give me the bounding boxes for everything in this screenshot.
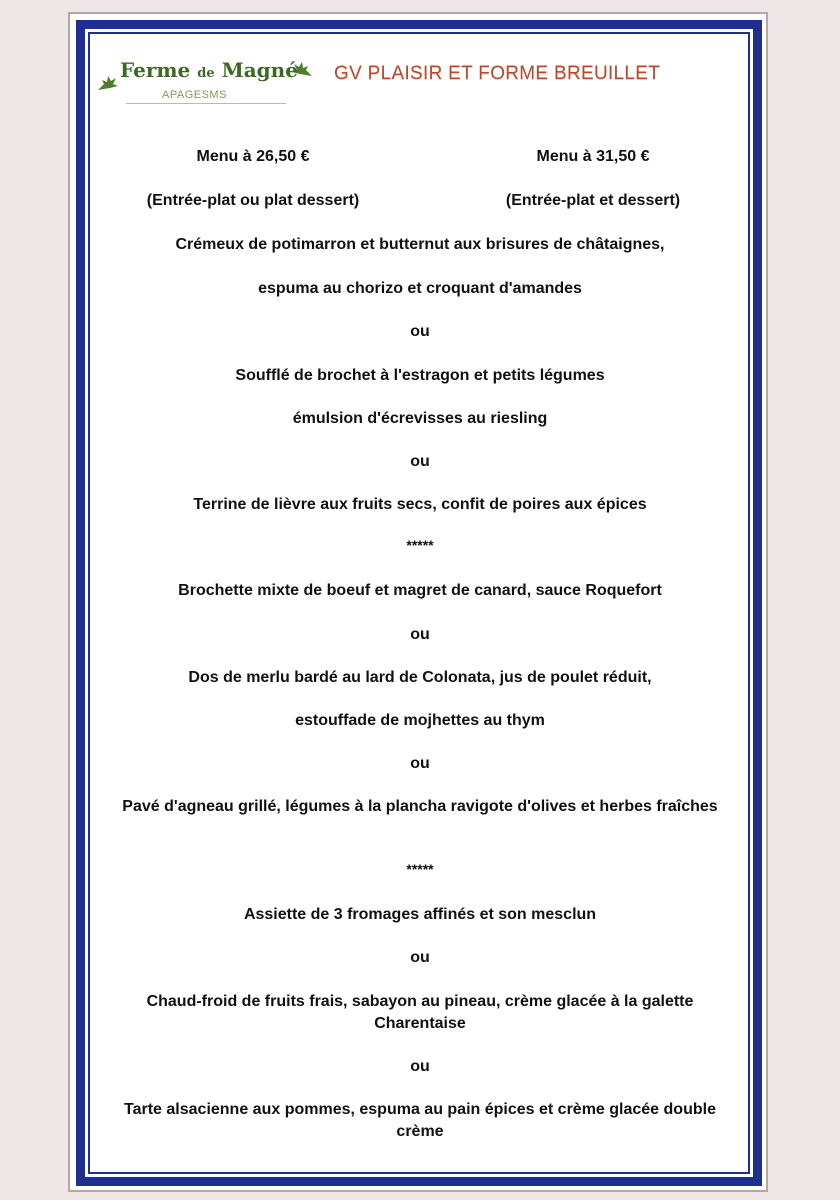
menu-separator-ou: ou (410, 453, 430, 470)
menu-separator-ou: ou (410, 755, 430, 772)
menu-1-composition: (Entrée-plat ou plat dessert) (146, 192, 360, 209)
menu-line: estouffade de mojhettes au thym (295, 712, 545, 729)
menu-separator-ou: ou (410, 323, 430, 340)
menu-separator-ou: ou (410, 626, 430, 643)
ferme-de-magne-logo (96, 52, 316, 112)
menu-line: Soufflé de brochet à l'estragon et petits légumes (235, 367, 605, 384)
course-separator: ***** (406, 861, 434, 877)
menu-line: Chaud-froid de fruits frais, sabayon au pineau, crème glacée à la galette Charentaise (146, 993, 694, 1032)
menu-line: Dos de merlu bardé au lard de Colonata, jus de poulet réduit, (188, 669, 652, 686)
menu-separator-ou: ou (410, 949, 430, 966)
menu-line: Terrine de lièvre aux fruits secs, confit de poires aux épices (193, 496, 647, 513)
leaf-left-icon (96, 70, 120, 94)
menu-line: Assiette de 3 fromages affinés et son mesclun (243, 906, 597, 923)
menu-line: Tarte alsacienne aux pommes, espuma au pain épices et crème glacée double crème (124, 1101, 716, 1140)
menu-line: Pavé d'agneau grillé, légumes à la plancha ravigote d'olives et herbes fraîches (122, 798, 718, 815)
course-separator: ***** (406, 537, 434, 553)
menu-1-price: Menu à 26,50 € (196, 148, 310, 165)
logo-subtitle: APAGESMS (162, 89, 227, 101)
logo-divider (126, 103, 286, 104)
logo-title: Ferme de Magné (120, 58, 298, 82)
event-title: GV PLAISIR ET FORME BREUILLET (334, 63, 661, 84)
menu-line: Brochette mixte de boeuf et magret de canard, sauce Roquefort (178, 582, 662, 599)
menu-line: émulsion d'écrevisses au riesling (292, 410, 548, 427)
menu-2-price: Menu à 31,50 € (536, 148, 650, 165)
menu-line: espuma au chorizo et croquant d'amandes (258, 280, 582, 297)
menu-separator-ou: ou (410, 1058, 430, 1075)
menu-line: Crémeux de potimarron et butternut aux brisures de châtaignes, (175, 236, 665, 253)
menu-2-composition: (Entrée-plat et dessert) (505, 192, 681, 209)
